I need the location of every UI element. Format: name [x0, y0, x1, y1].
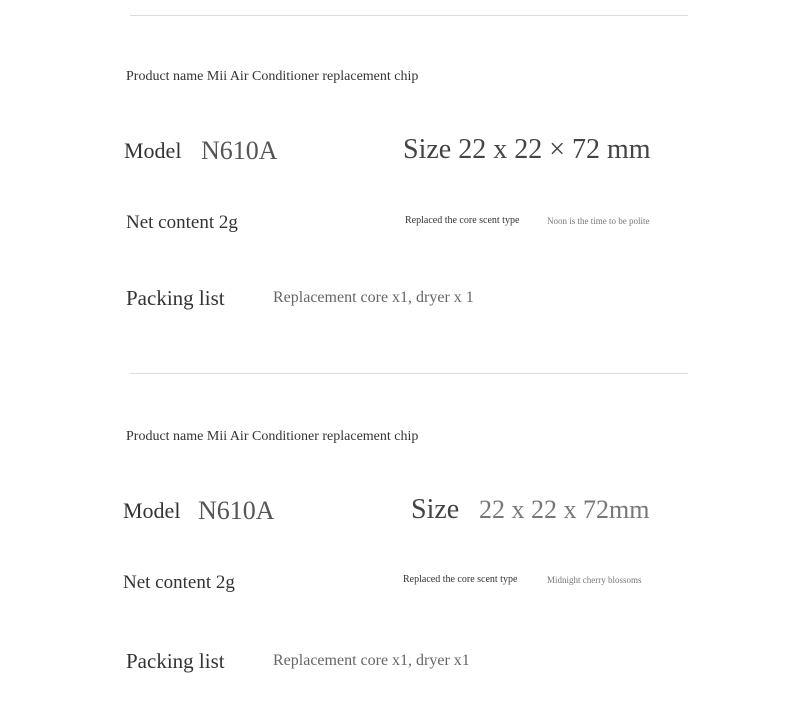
product-name: Product name Mii Air Conditioner replacement chip [126, 429, 419, 444]
scent-type-label: Replaced the core scent type [405, 215, 520, 226]
scent-type-value: Noon is the time to be polite [547, 216, 650, 226]
middle-divider [130, 373, 688, 374]
model-value: N610A [201, 136, 278, 165]
packing-list-label: Packing list [126, 286, 225, 310]
model-label: Model [124, 138, 182, 163]
model-label: Model [123, 498, 181, 523]
net-content: Net content 2g [123, 572, 235, 593]
product-name: Product name Mii Air Conditioner replacement chip [126, 69, 419, 84]
packing-list-label: Packing list [126, 649, 225, 673]
size-value: 22 x 22 x 72mm [479, 495, 650, 524]
packing-list-value: Replacement core x1, dryer x 1 [273, 289, 474, 306]
model-value: N610A [198, 496, 275, 525]
size-text: Size 22 x 22 × 72 mm [403, 134, 651, 165]
scent-type-value: Midnight cherry blossoms [547, 575, 642, 585]
packing-list-value: Replacement core x1, dryer x1 [273, 652, 470, 669]
scent-type-label: Replaced the core scent type [403, 574, 518, 585]
net-content: Net content 2g [126, 212, 238, 233]
size-label: Size [411, 494, 460, 525]
top-divider [130, 15, 688, 16]
